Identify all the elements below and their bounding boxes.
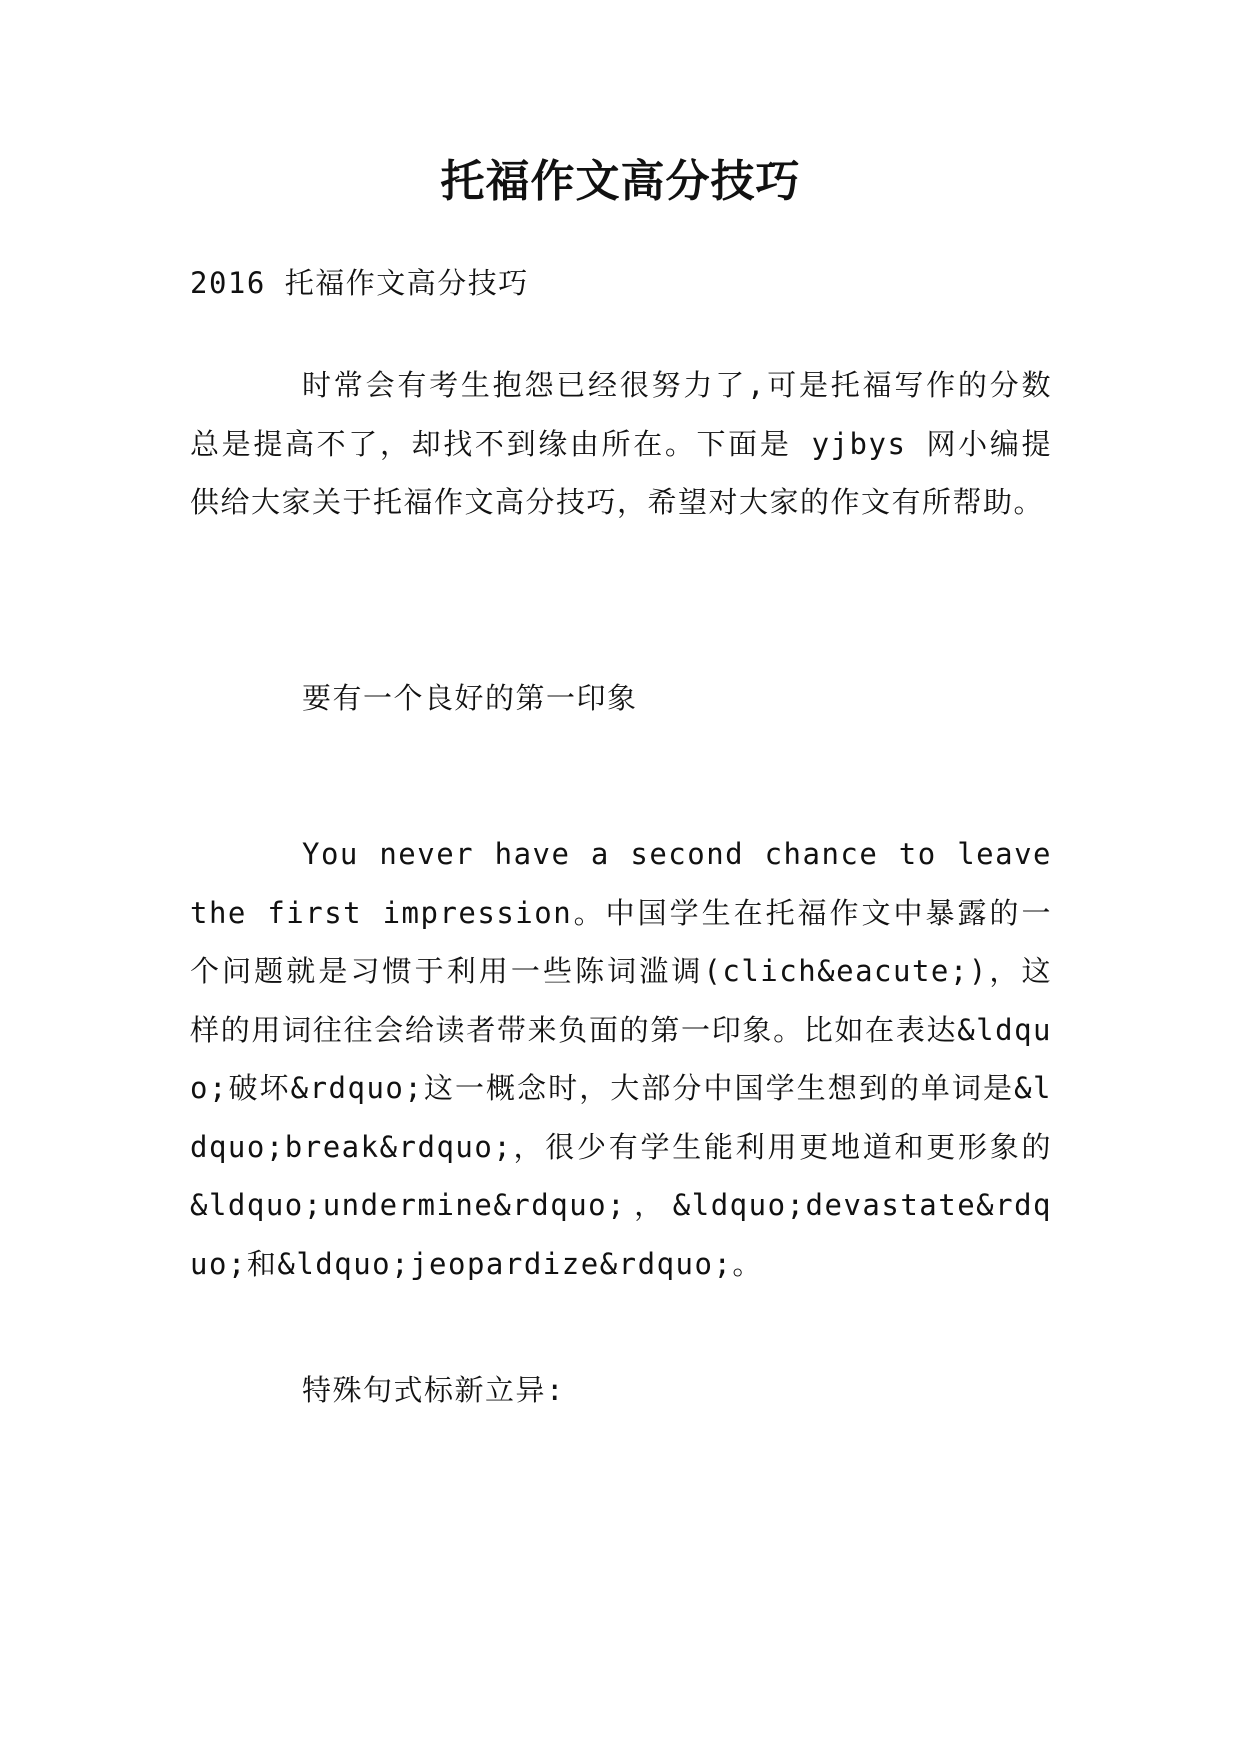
intro-paragraph: 时常会有考生抱怨已经很努力了,可是托福写作的分数总是提高不了，却找不到缘由所在。下面是 yjbys 网小编提供给大家关于托福作文高分技巧，希望对大家的作文有所帮助。 xyxy=(190,368,1052,519)
document-subtitle: 2016 托福作文高分技巧 xyxy=(190,266,529,300)
section-heading-first-impression: 要有一个良好的第一印象 xyxy=(302,681,638,715)
section-heading-special-sentences: 特殊句式标新立异: xyxy=(302,1373,565,1407)
first-impression-paragraph: You never have a second chance to leave the first impression。中国学生在托福作文中暴露的一个问题就是习惯于利用一些陈词滥调(clich&eacute;)，这样的用词往往会给读者带来负面的第一印象。比如在表达&ldquo;破坏&rdquo;这一概念时，大部分中国学生想到的单词是&ldquo;break&rdquo;，很少有学生能利用更地道和更形象的 &ldquo;undermine&rdquo;，&ldquo;devastate&rdquo;和&ldquo;jeopardize&rdquo;。 xyxy=(190,837,1052,1281)
document-title: 托福作文高分技巧 xyxy=(440,156,801,207)
